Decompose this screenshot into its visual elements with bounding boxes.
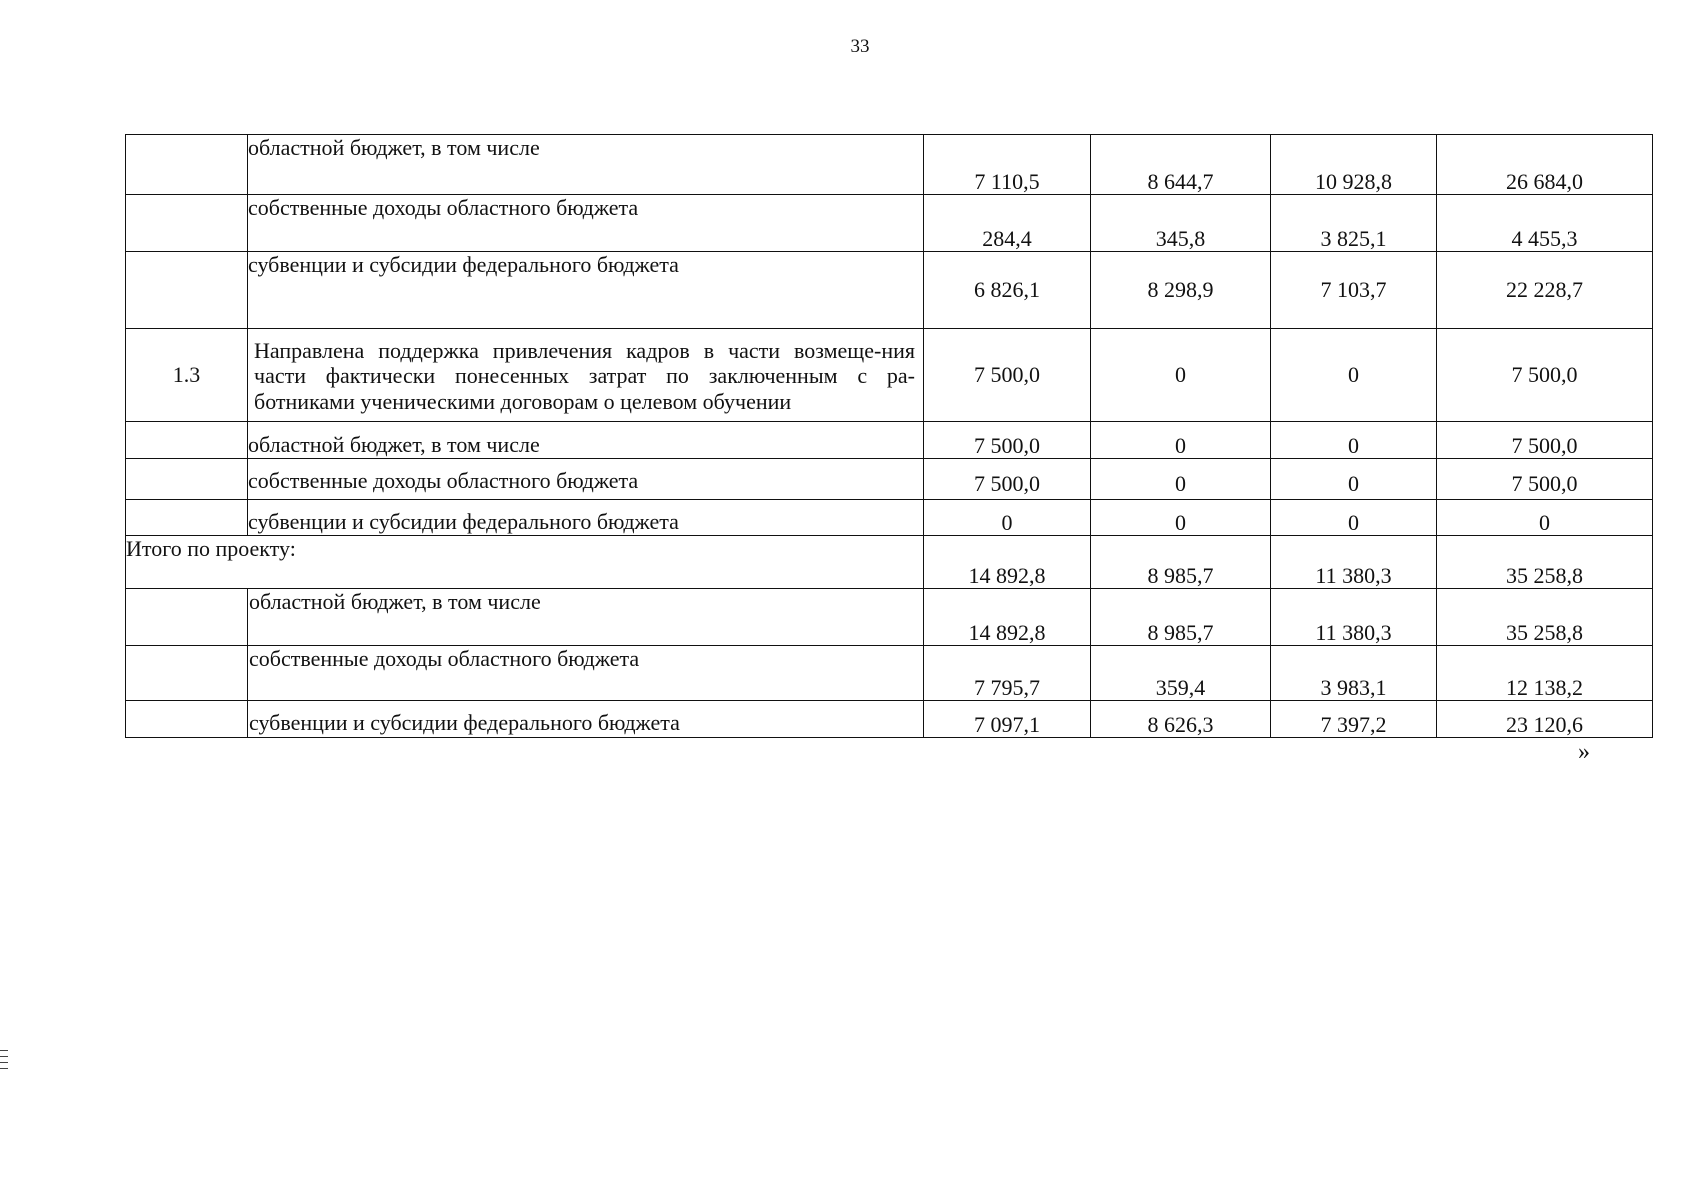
value-cell: 345,8 [1091, 195, 1271, 252]
value-cell: 0 [1271, 459, 1437, 500]
value-cell: 7 500,0 [924, 329, 1091, 422]
table-row [126, 329, 1653, 422]
value-cell: 0 [924, 500, 1091, 536]
value-cell: 3 825,1 [1271, 195, 1437, 252]
value-cell: 7 500,0 [1437, 459, 1653, 500]
value-cell: 22 228,7 [1437, 252, 1653, 329]
value-cell: 0 [1271, 329, 1437, 422]
value-cell: 7 500,0 [924, 459, 1091, 500]
value-cell: 14 892,8 [924, 589, 1091, 646]
row-name: собственные доходы областного бюджета [248, 646, 924, 701]
table-row [126, 701, 1653, 738]
row-number: 1.3 [126, 329, 248, 422]
row-number [126, 500, 248, 536]
closing-quote: » [1578, 739, 1590, 765]
total-row [126, 536, 1653, 589]
scan-edge-marks [0, 1050, 8, 1074]
value-cell: 26 684,0 [1437, 135, 1653, 195]
value-cell: 7 500,0 [1437, 329, 1653, 422]
value-cell: 23 120,6 [1437, 701, 1653, 738]
value-cell: 0 [1091, 422, 1271, 459]
value-cell: 0 [1091, 500, 1271, 536]
value-cell: 7 097,1 [924, 701, 1091, 738]
row-name: областной бюджет, в том числе [248, 589, 924, 646]
table-row [126, 646, 1653, 701]
value-cell: 3 983,1 [1271, 646, 1437, 701]
value-cell: 35 258,8 [1437, 589, 1653, 646]
value-cell: 7 500,0 [1437, 422, 1653, 459]
row-number [126, 589, 248, 646]
total-value-cell: 8 985,7 [1091, 536, 1271, 589]
table-row [126, 195, 1653, 252]
value-cell: 0 [1437, 500, 1653, 536]
row-number [126, 459, 248, 500]
row-number [126, 422, 248, 459]
row-number [126, 252, 248, 329]
total-label: Итого по проекту: [126, 536, 924, 589]
value-cell: 284,4 [924, 195, 1091, 252]
value-cell: 10 928,8 [1271, 135, 1437, 195]
row-name: субвенции и субсидии федерального бюджета [248, 701, 924, 738]
row-number [126, 701, 248, 738]
value-cell: 0 [1091, 459, 1271, 500]
value-cell: 359,4 [1091, 646, 1271, 701]
value-cell: 7 500,0 [924, 422, 1091, 459]
table-row [126, 422, 1653, 459]
row-name: областной бюджет, в том числе [248, 422, 924, 459]
table-row [126, 589, 1653, 646]
value-cell: 12 138,2 [1437, 646, 1653, 701]
value-cell: 7 397,2 [1271, 701, 1437, 738]
row-name: областной бюджет, в том числе [248, 135, 924, 195]
total-value-cell: 14 892,8 [924, 536, 1091, 589]
row-name: субвенции и субсидии федерального бюджета [248, 500, 924, 536]
row-name: собственные доходы областного бюджета [248, 195, 924, 252]
value-cell: 8 626,3 [1091, 701, 1271, 738]
total-value-cell: 35 258,8 [1437, 536, 1653, 589]
value-cell: 0 [1091, 329, 1271, 422]
value-cell: 7 795,7 [924, 646, 1091, 701]
page-number: 33 [850, 36, 870, 57]
row-name: субвенции и субсидии федерального бюджета [248, 252, 924, 329]
table-row [126, 252, 1653, 329]
table-row [126, 459, 1653, 500]
value-cell: 0 [1271, 422, 1437, 459]
value-cell: 4 455,3 [1437, 195, 1653, 252]
value-cell: 11 380,3 [1271, 589, 1437, 646]
row-number [126, 646, 248, 701]
value-cell: 0 [1271, 500, 1437, 536]
budget-table [125, 134, 1653, 738]
value-cell: 7 103,7 [1271, 252, 1437, 329]
row-name: собственные доходы областного бюджета [248, 459, 924, 500]
value-cell: 7 110,5 [924, 135, 1091, 195]
value-cell: 6 826,1 [924, 252, 1091, 329]
value-cell: 8 985,7 [1091, 589, 1271, 646]
row-number [126, 195, 248, 252]
row-number [126, 135, 248, 195]
table-row [126, 135, 1653, 195]
row-name: Направлена поддержка привлечения кадров в части возмеще-ния части фактически понесенных затрат по заключенным с ра-ботниками ученическими договорам о целевом обучении [248, 329, 924, 422]
value-cell: 8 298,9 [1091, 252, 1271, 329]
total-value-cell: 11 380,3 [1271, 536, 1437, 589]
value-cell: 8 644,7 [1091, 135, 1271, 195]
table-row [126, 500, 1653, 536]
